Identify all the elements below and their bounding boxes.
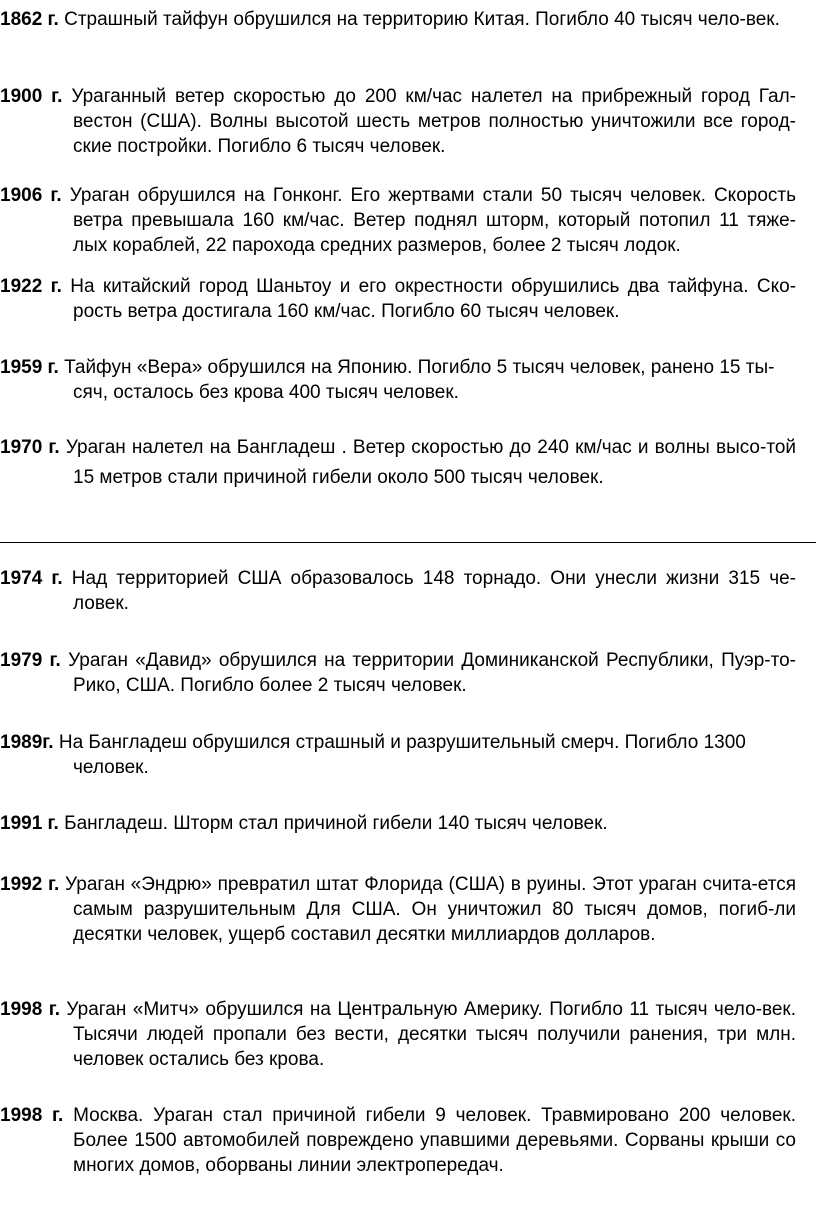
entry-text: Ураган налетел на Бангладеш . Ветер скоростью до 240 км/час и волны высо-той 15 метров стали причиной гибели около 500 тысяч человек. <box>65 437 796 488</box>
entry-year: 1900 г. <box>0 86 63 107</box>
entry-text: На Бангладеш обрушился страшный и разрушительный смерч. Погибло 1300 человек. <box>58 732 746 778</box>
entry-1906 <box>0 183 796 258</box>
entry-year: 1979 г. <box>0 650 61 671</box>
entry-text: Ураган «Митч» обрушился на Центральную Америку. Погибло 11 тысяч чело-век. Тысячи людей пропали без вести, десятки тысяч получили ранения, три млн. человек остались без крова. <box>66 999 797 1070</box>
section-divider <box>0 542 816 543</box>
entry-year: 1974 г. <box>0 568 63 589</box>
entry-year: 1992 г. <box>0 874 60 895</box>
entry-text: Ураганный ветер скоростью до 200 км/час налетел на прибрежный город Гал-вестон (США). Волны высотой шесть метров полностью уничтожили все город-ские постройки. Погибло 6 тысяч человек. <box>71 86 797 157</box>
entry-1862 <box>0 7 796 32</box>
entry-1970 <box>0 433 796 493</box>
entry-1991 <box>0 811 796 836</box>
entry-year: 1991 г. <box>0 813 59 834</box>
entry-year: 1959 г. <box>0 357 59 378</box>
entry-year: 1998 г. <box>0 1105 64 1126</box>
entry-year: 1998 г. <box>0 999 60 1020</box>
entry-text: Страшный тайфун обрушился на территорию Китая. Погибло 40 тысяч чело-век. <box>64 9 780 30</box>
entry-1922 <box>0 274 796 324</box>
entry-text: На китайский город Шаньтоу и его окрестности обрушились два тайфуна. Ско-рость ветра достигала 160 км/час. Погибло 60 тысяч человек. <box>70 276 797 322</box>
entry-1900 <box>0 84 796 159</box>
entry-text: Бангладеш. Шторм стал причиной гибели 140 тысяч человек. <box>64 813 608 834</box>
entry-text: Ураган «Эндрю» превратил штат Флорида (США) в руины. Этот ураган счита-ется самым разрушительным Для США. Он уничтожил 80 тысяч домов, погиб-ли десятки человек, ущерб составил десятки миллиардов долларов. <box>65 874 796 945</box>
entry-1992 <box>0 872 796 947</box>
entry-text: Ураган «Давид» обрушился на территории Доминиканской Республики, Пуэр-то-Рико, США. Погибло более 2 тысяч человек. <box>68 650 796 696</box>
entry-1974 <box>0 566 796 616</box>
entry-year: 1906 г. <box>0 185 62 206</box>
entry-year: 1989г. <box>0 732 54 753</box>
entry-text: Ураган обрушился на Гонконг. Его жертвами стали 50 тысяч человек. Скорость ветра превышала 160 км/час. Ветер поднял шторм, который потопил 11 тяже-лых кораблей, 22 парохода средних размеров, более 2 тысяч лодок. <box>69 185 797 256</box>
entry-year: 1922 г. <box>0 276 62 297</box>
entry-1959 <box>0 355 796 405</box>
entry-year: 1862 г. <box>0 9 59 30</box>
entry-text: Москва. Ураган стал причиной гибели 9 человек. Травмировано 200 человек. Более 1500 автомобилей повреждено упавшими деревьями. Сорваны крыши со многих домов, оборваны линии электропередач. <box>73 1105 797 1176</box>
entry-1989 <box>0 730 796 780</box>
entry-1998-mitch <box>0 997 796 1072</box>
entry-text: Тайфун «Вера» обрушился на Японию. Погибло 5 тысяч человек, ранено 15 ты-сяч, осталось без крова 400 тысяч человек. <box>64 357 775 403</box>
entry-1998-moscow <box>0 1103 796 1178</box>
entry-1979 <box>0 648 796 698</box>
entry-year: 1970 г. <box>0 437 60 458</box>
entry-text: Над территорией США образовалось 148 торнадо. Они унесли жизни 315 че-ловек. <box>71 568 796 614</box>
